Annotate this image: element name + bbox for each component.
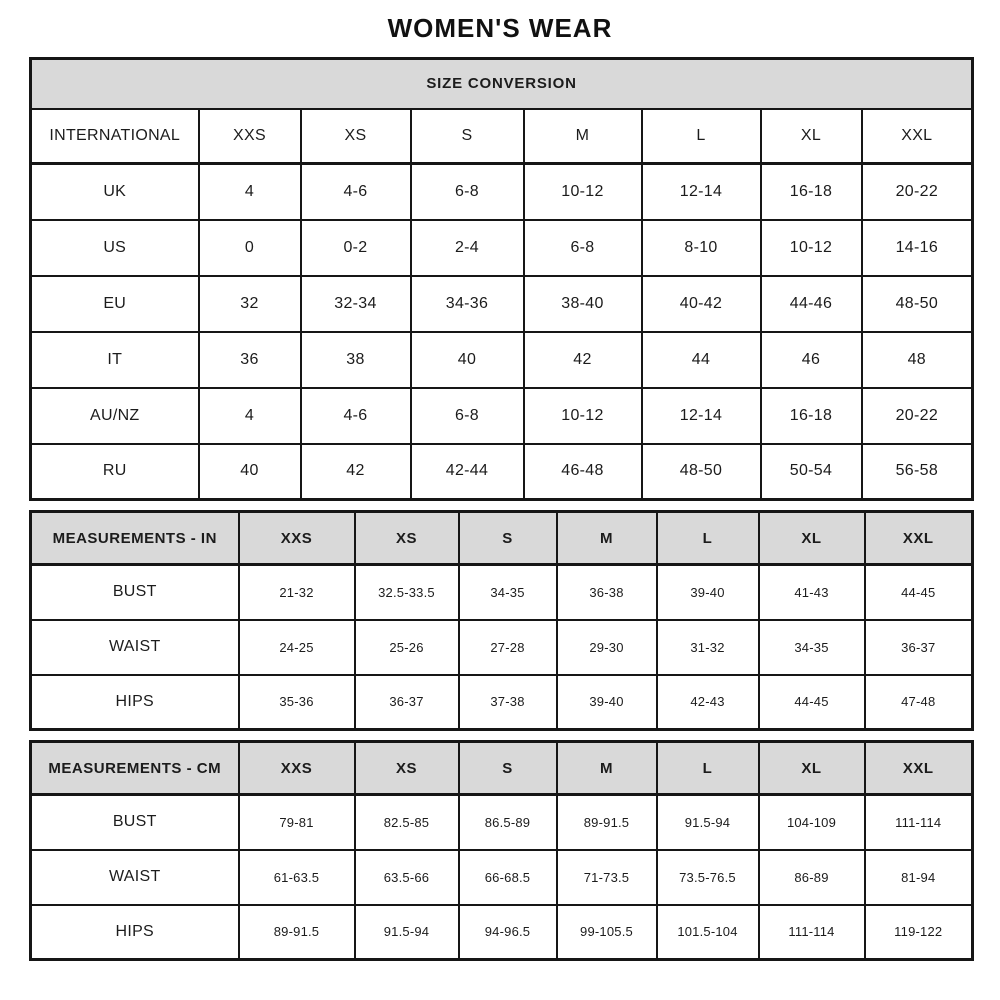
value-cell: 10-12 [524, 388, 642, 444]
value-cell: 47-48 [865, 675, 973, 730]
value-cell: 29-30 [557, 620, 657, 675]
value-cell: 44-45 [759, 675, 865, 730]
value-cell: 12-14 [642, 388, 761, 444]
value-cell: 42-43 [657, 675, 759, 730]
table-row [31, 332, 973, 388]
column-header: S [459, 742, 557, 795]
column-header: XXL [865, 512, 973, 565]
value-cell: 91.5-94 [355, 905, 459, 960]
value-cell: 111-114 [865, 795, 973, 850]
value-cell: 36-38 [557, 565, 657, 620]
value-cell: 41-43 [759, 565, 865, 620]
value-cell: 2-4 [411, 220, 524, 276]
value-cell: 39-40 [557, 675, 657, 730]
table-row [31, 220, 973, 276]
value-cell: 35-36 [239, 675, 355, 730]
table-row [31, 675, 973, 730]
column-header: M [557, 512, 657, 565]
value-cell: 6-8 [411, 164, 524, 220]
value-cell: 25-26 [355, 620, 459, 675]
value-cell: 48-50 [642, 444, 761, 500]
value-cell: 14-16 [862, 220, 973, 276]
column-header: XL [761, 109, 862, 164]
value-cell: 4 [199, 164, 301, 220]
table-banner: SIZE CONVERSION [31, 59, 973, 109]
table-row [31, 795, 973, 850]
column-header: XS [355, 742, 459, 795]
value-cell: 104-109 [759, 795, 865, 850]
column-header: XL [759, 512, 865, 565]
value-cell: 36-37 [355, 675, 459, 730]
value-cell: 20-22 [862, 164, 973, 220]
value-cell: 42-44 [411, 444, 524, 500]
value-cell: 27-28 [459, 620, 557, 675]
value-cell: 4-6 [301, 164, 411, 220]
value-cell: 94-96.5 [459, 905, 557, 960]
value-cell: 34-36 [411, 276, 524, 332]
column-header: XXS [199, 109, 301, 164]
page-title: WOMEN'S WEAR [387, 13, 613, 43]
value-cell: 86.5-89 [459, 795, 557, 850]
value-cell: 21-32 [239, 565, 355, 620]
value-cell: 79-81 [239, 795, 355, 850]
column-header: XXS [239, 512, 355, 565]
value-cell: 56-58 [862, 444, 973, 500]
row-label: IT [31, 332, 199, 388]
row-label: WAIST [31, 850, 239, 905]
column-header: XS [301, 109, 411, 164]
row-label: WAIST [31, 620, 239, 675]
table-label-header: MEASUREMENTS - CM [31, 742, 239, 795]
table-row [31, 850, 973, 905]
row-label: EU [31, 276, 199, 332]
value-cell: 4-6 [301, 388, 411, 444]
value-cell: 63.5-66 [355, 850, 459, 905]
row-label: HIPS [31, 905, 239, 960]
column-header: L [642, 109, 761, 164]
value-cell: 99-105.5 [557, 905, 657, 960]
row-label: HIPS [31, 675, 239, 730]
column-header: XXL [865, 742, 973, 795]
column-header: L [657, 742, 759, 795]
value-cell: 4 [199, 388, 301, 444]
row-label: BUST [31, 565, 239, 620]
value-cell: 44-45 [865, 565, 973, 620]
column-header: M [524, 109, 642, 164]
value-cell: 111-114 [759, 905, 865, 960]
value-cell: 82.5-85 [355, 795, 459, 850]
column-header: XS [355, 512, 459, 565]
table-row [31, 444, 973, 500]
column-header: M [557, 742, 657, 795]
value-cell: 34-35 [459, 565, 557, 620]
title-bar [29, 0, 971, 57]
value-cell: 42 [524, 332, 642, 388]
value-cell: 24-25 [239, 620, 355, 675]
row-label: BUST [31, 795, 239, 850]
value-cell: 86-89 [759, 850, 865, 905]
value-cell: 119-122 [865, 905, 973, 960]
table-row [31, 388, 973, 444]
value-cell: 10-12 [524, 164, 642, 220]
value-cell: 32.5-33.5 [355, 565, 459, 620]
value-cell: 48 [862, 332, 973, 388]
value-cell: 71-73.5 [557, 850, 657, 905]
table-row [31, 164, 973, 220]
value-cell: 20-22 [862, 388, 973, 444]
value-cell: 38-40 [524, 276, 642, 332]
value-cell: 6-8 [411, 388, 524, 444]
value-cell: 44 [642, 332, 761, 388]
column-header: XL [759, 742, 865, 795]
measurements-cm-table [29, 740, 974, 961]
value-cell: 46-48 [524, 444, 642, 500]
value-cell: 44-46 [761, 276, 862, 332]
value-cell: 42 [301, 444, 411, 500]
value-cell: 16-18 [761, 164, 862, 220]
value-cell: 46 [761, 332, 862, 388]
value-cell: 8-10 [642, 220, 761, 276]
value-cell: 73.5-76.5 [657, 850, 759, 905]
value-cell: 16-18 [761, 388, 862, 444]
value-cell: 91.5-94 [657, 795, 759, 850]
value-cell: 10-12 [761, 220, 862, 276]
column-header: S [459, 512, 557, 565]
value-cell: 34-35 [759, 620, 865, 675]
value-cell: 37-38 [459, 675, 557, 730]
column-header: XXS [239, 742, 355, 795]
value-cell: 36-37 [865, 620, 973, 675]
value-cell: 32-34 [301, 276, 411, 332]
row-label: US [31, 220, 199, 276]
value-cell: 48-50 [862, 276, 973, 332]
value-cell: 39-40 [657, 565, 759, 620]
value-cell: 31-32 [657, 620, 759, 675]
value-cell: 89-91.5 [239, 905, 355, 960]
value-cell: 40-42 [642, 276, 761, 332]
value-cell: 101.5-104 [657, 905, 759, 960]
value-cell: 36 [199, 332, 301, 388]
row-label: AU/NZ [31, 388, 199, 444]
table-label-header: MEASUREMENTS - IN [31, 512, 239, 565]
row-label: UK [31, 164, 199, 220]
value-cell: 38 [301, 332, 411, 388]
value-cell: 0-2 [301, 220, 411, 276]
column-header: L [657, 512, 759, 565]
value-cell: 66-68.5 [459, 850, 557, 905]
value-cell: 32 [199, 276, 301, 332]
column-header: XXL [862, 109, 973, 164]
size-conversion-table [29, 57, 974, 501]
value-cell: 50-54 [761, 444, 862, 500]
row-label: RU [31, 444, 199, 500]
column-header: S [411, 109, 524, 164]
table-row [31, 565, 973, 620]
table-row [31, 620, 973, 675]
value-cell: 81-94 [865, 850, 973, 905]
value-cell: 6-8 [524, 220, 642, 276]
value-cell: 0 [199, 220, 301, 276]
value-cell: 12-14 [642, 164, 761, 220]
value-cell: 40 [199, 444, 301, 500]
table-label-header: INTERNATIONAL [31, 109, 199, 164]
table-row [31, 905, 973, 960]
value-cell: 89-91.5 [557, 795, 657, 850]
value-cell: 40 [411, 332, 524, 388]
measurements-in-table [29, 510, 974, 731]
value-cell: 61-63.5 [239, 850, 355, 905]
table-row [31, 276, 973, 332]
